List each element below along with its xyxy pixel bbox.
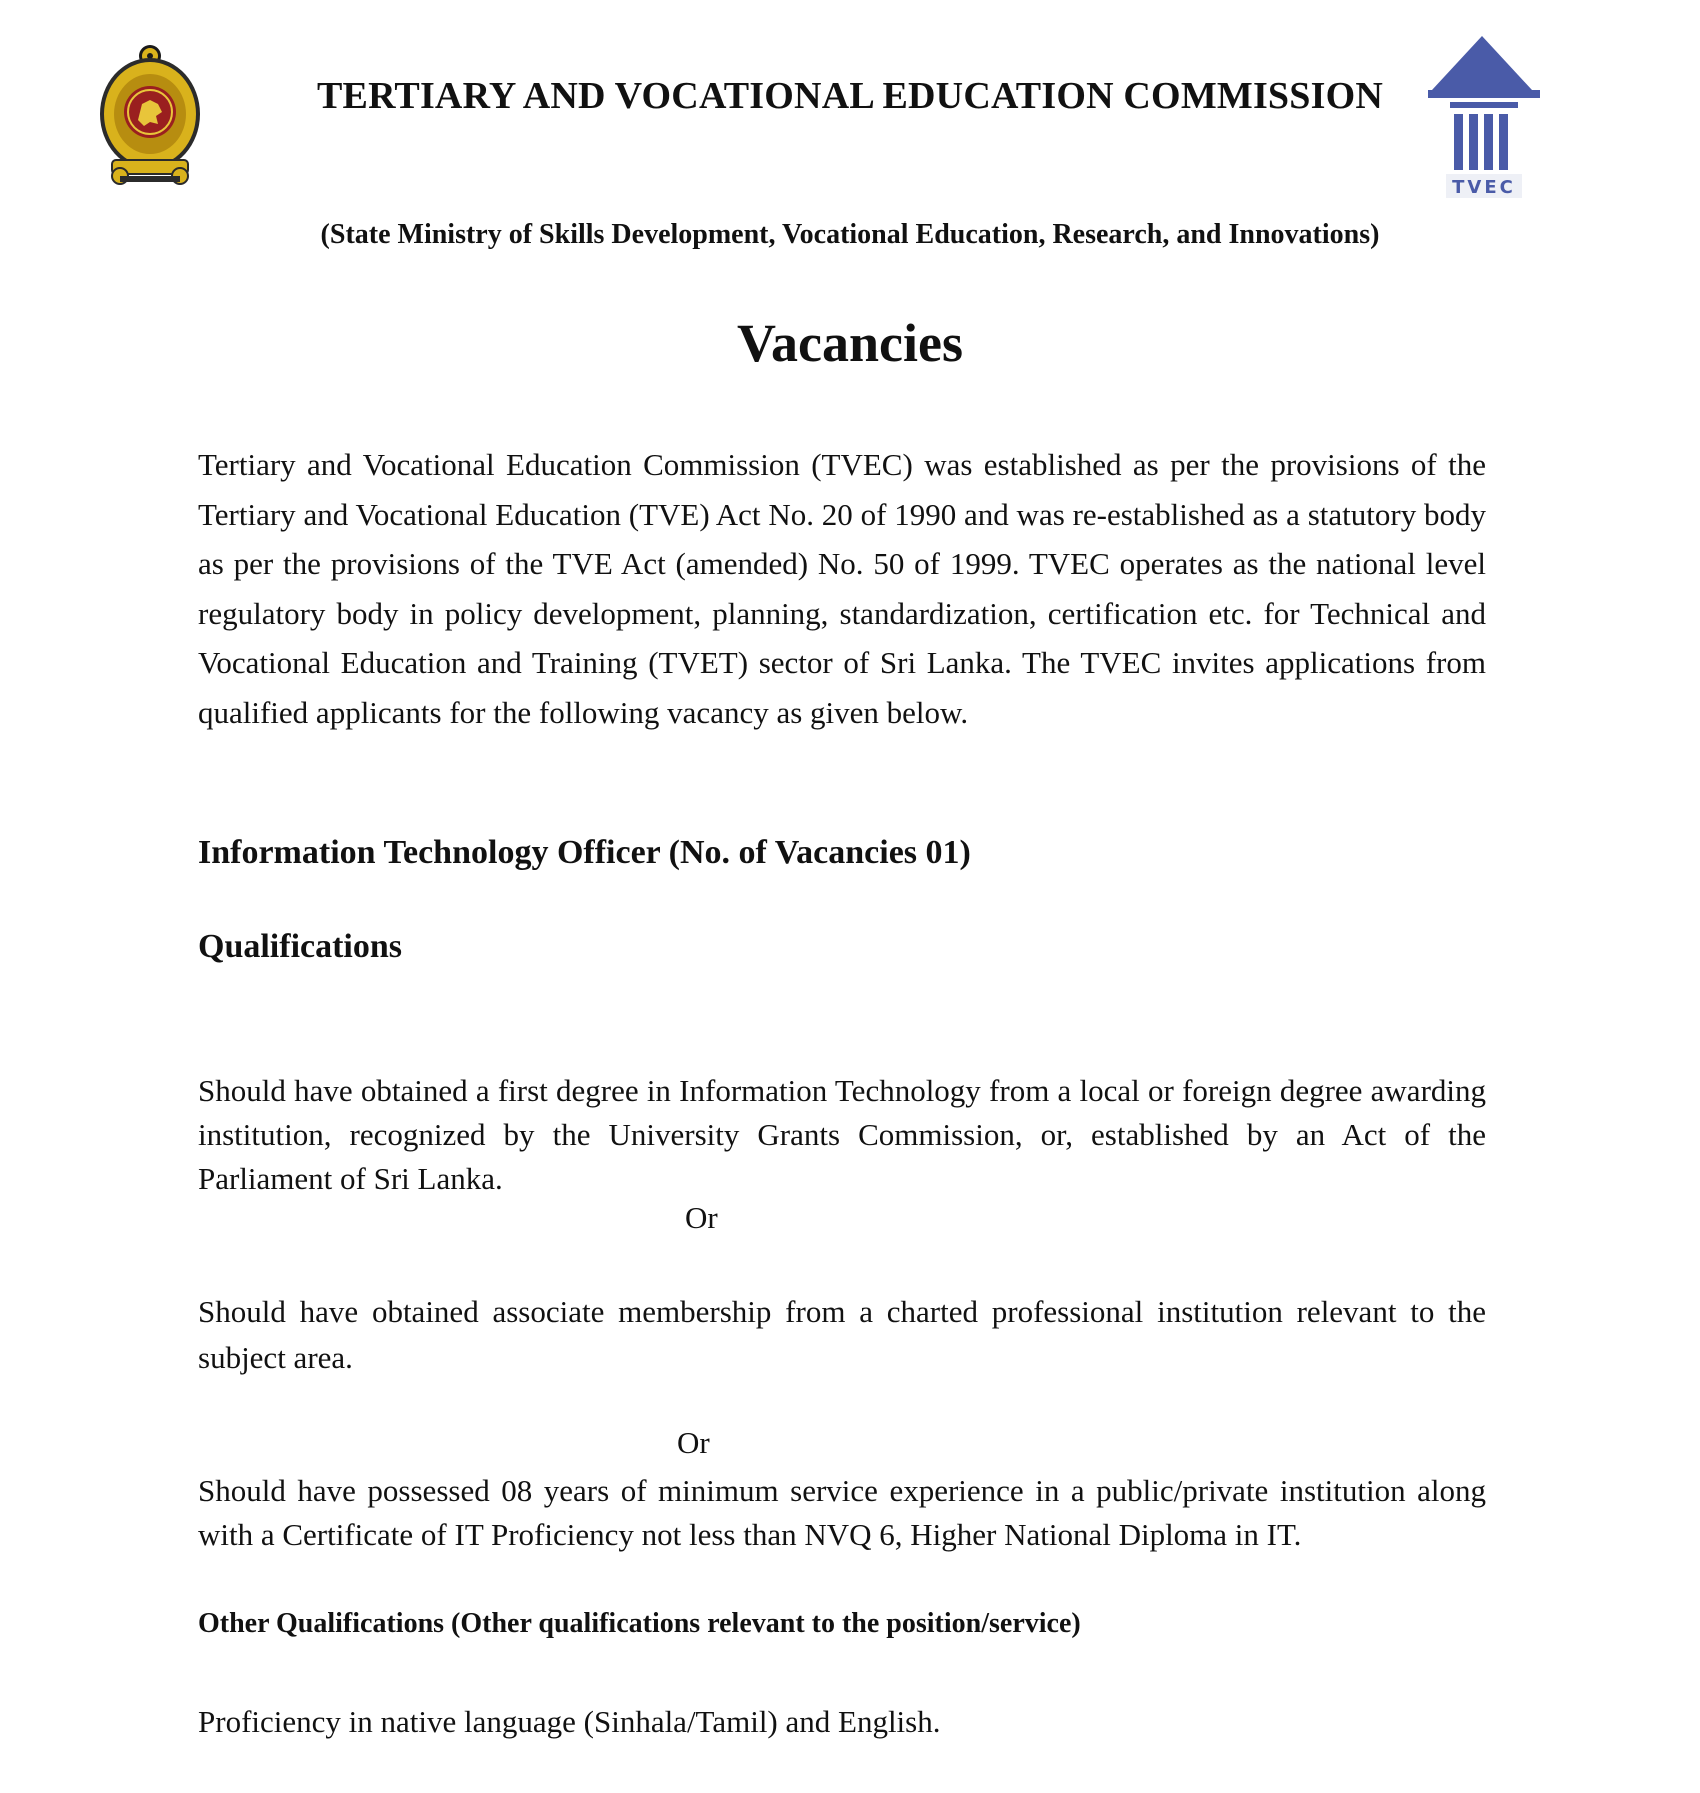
tvec-logo-text: TVEC	[1452, 177, 1516, 198]
or-separator-2: Or	[677, 1425, 710, 1460]
state-emblem-logo	[98, 42, 202, 186]
organization-title: TERTIARY AND VOCATIONAL EDUCATION COMMISSION	[317, 75, 1383, 117]
intro-paragraph: Tertiary and Vocational Education Commission (TVEC) was established as per the provisions of the Tertiary and Vocational Education (TVE) Act No. 20 of 1990 and was re-established as a statutory body as per the provisions of the TVE Act (amended) No. 50 of 1999. TVEC operates as the national level regulatory body in policy development, planning, standardization, certification etc. for Technical and Vocational Education and Training (TVET) sector of Sri Lanka. The TVEC invites applications from qualified applicants for the following vacancy as given below.	[198, 447, 1486, 730]
qualifications-heading: Qualifications	[198, 928, 403, 965]
position-title: Information Technology Officer (No. of Vacancies 01)	[198, 834, 971, 871]
other-qualifications-heading: Other Qualifications (Other qualifications relevant to the position/service)	[198, 1608, 1081, 1639]
or-separator-1: Or	[685, 1200, 718, 1235]
qualification-option-3: Should have possessed 08 years of minimum service experience in a public/private institution along with a Certificate of IT Proficiency not less than NVQ 6, Higher National Diploma in IT.	[198, 1473, 1486, 1552]
qualification-option-2: Should have obtained associate membership from a charted professional institution relevant to the subject area.	[198, 1294, 1486, 1375]
qualification-option-1: Should have obtained a first degree in Information Technology from a local or foreign degree awarding institution, recognized by the University Grants Commission, or, established by an Act of the Parliament of Sri Lanka.	[198, 1073, 1486, 1196]
other-qualifications-text: Proficiency in native language (Sinhala/Tamil) and English.	[198, 1704, 941, 1739]
ministry-subtitle: (State Ministry of Skills Development, Vocational Education, Research, and Innovations)	[320, 219, 1380, 250]
page-title: Vacancies	[737, 313, 963, 373]
